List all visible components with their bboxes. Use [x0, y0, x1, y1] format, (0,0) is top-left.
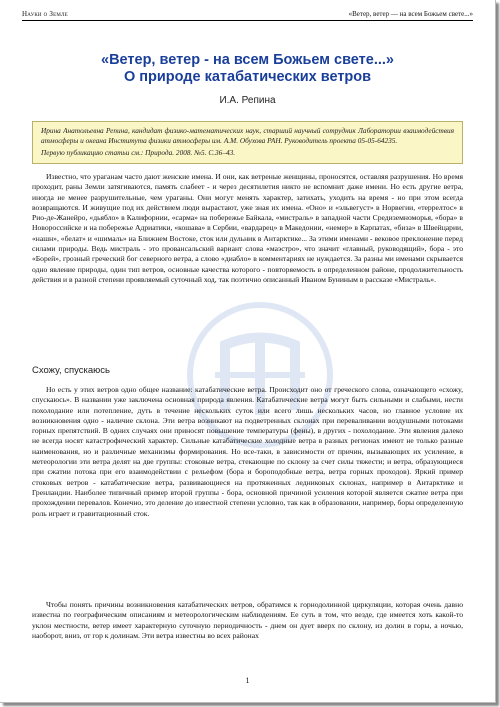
header-section: Науки о Земле [22, 10, 68, 18]
paragraph-3-text: Чтобы понять причины возникновения катабатических ветров, обратимся к горнодолинной циркуляции, которая очень давно известна по географическим описаниям и метеорологическим наблюдениям. Ее суть в том, что везде, где имеется хоть какой-то уклон местности, ветер имеет характерную суточную периодичность - днем он дует вверх по склону, из долин в горы, а ночью, наоборот, вниз, от гор к долинам. Эти ветра известны во всех районах [32, 600, 463, 640]
paragraph-2-text: Но есть у этих ветров одно общее название: катабатические ветра. Происходит оно от греческого слова, означающего «схожу, спускаюсь». В названии уже заключена основная природа явления. Катабатические ветра могут быть сильными и слабыми, нести похолодание или потепление, дуть в течение нескольких суток или всего лишь нескольких часов, но главное условие их возникновения одно - наличие склона. Эти ветра возникают на подветренных склонах при переваливании воздушными потоками горных препятствий. В одних случаях они приносят повышение температуры (фены), в других - похолодание. Эти явления далеко не всегда носят катастрофический характер. Сильные катабатические холодные ветра в разных регионах имеют не только разные наименования, но и различные механизмы формирования. Но все-таки, в зависимости от причин, вызывающих их усиление, в метеорологии эти ветра делят на две группы: стоковые ветра, стекающие по склону за счет силы тяжести; и ветра, образующиеся при сжатии потока при его взаимодействии с рельефом (бора и бороподобные ветра, ветра горных проходов). Яркий пример стоковых ветров - катабатические ветра, развивающиеся на протяженных ледниковых склонах, например в Антарктике и Гренландии. Наиболее типичный пример второй группы - бора, основной причиной усиления которой является сжатие ветра при прохождении перевалов. Конечно, это деление до известной степени условно, так как в образовании, например, боры определенную роль играет и гравитационный сток. [32, 385, 463, 518]
page-number: 1 [245, 676, 250, 685]
paragraph-3 [32, 600, 463, 641]
paragraph-1 [32, 172, 463, 285]
paragraph-1-text: Известно, что ураганам часто дают женские имена. И они, как ветреные женщины, проносятся, оставляя разрушения. Но время проходит, раны Земли затягиваются, память слабеет - и через десятилетия никто не вспомнит даже имени. Но есть другие ветра, иногда не менее разрушительные, чем ураганы. Они могут менять характер, затихать, уходить на время - но при этом всегда возвращаются. И живущие под их действием люди вырастают, уже зная их имена. «Оно» и «эльвегуст» в Норвегии, «террелтос» в Рио-де-Жанейро, «дьябло» в Калифорнии, «сарма» на побережье Байкала, «мистраль» в западной части Средиземноморья, «бора» в Новороссийске и на побережье Адриатики, «кошава» в Сербии, «вардарец» в Македонии, «немер» в Карпатах, «биза» в Швейцарии, «нашн», «белат» и «шималь» на Ближнем Востоке, сток или дульник в Антарктике... За этими именами - вековое преклонение перед силами природы. Ведь мистраль - это провансальский вариант слова «маэстро», что значит «главный, руководящий», бора - это «Борей», грозный греческий бог северного ветра, а слово «диабло» в комментариях не нуждается. За разны ми именами скрывается одно явление природы, один тип ветров, основные качества которого - повторяемость в определенном районе, продолжительность действия и в разной степени проявляемый суточный ход, так поэтично описанный Иваном Буниным в рассказе «Мистраль». [32, 172, 463, 284]
header-article-title: «Ветер, ветер — на всем Божьем свете...» [348, 10, 473, 18]
paragraph-2 [32, 385, 463, 519]
section-heading: Схожу, спускаюсь [32, 365, 110, 376]
publication-note: Первую публикацию статьи см.: Природа. 2008. №5. С.36–43. [41, 148, 236, 157]
title-line-2: О природе катабатических ветров [123, 69, 372, 85]
running-header [22, 4, 473, 21]
article-title [40, 52, 455, 86]
title-line-1: «Ветер, ветер - на всем Божьем свете...» [101, 52, 394, 68]
author-info-box [32, 121, 463, 164]
author-bio: Ирина Анатольевна Репина, кандидат физико-математических наук, старший научный сотрудник Лаборатории взаимодействия атмосферы и океана Института физики атмосферы им. А.М. Обухова РАН. Руководитель проекта 05-05-64235. [41, 126, 454, 145]
author-name: И.А. Репина [219, 95, 276, 106]
